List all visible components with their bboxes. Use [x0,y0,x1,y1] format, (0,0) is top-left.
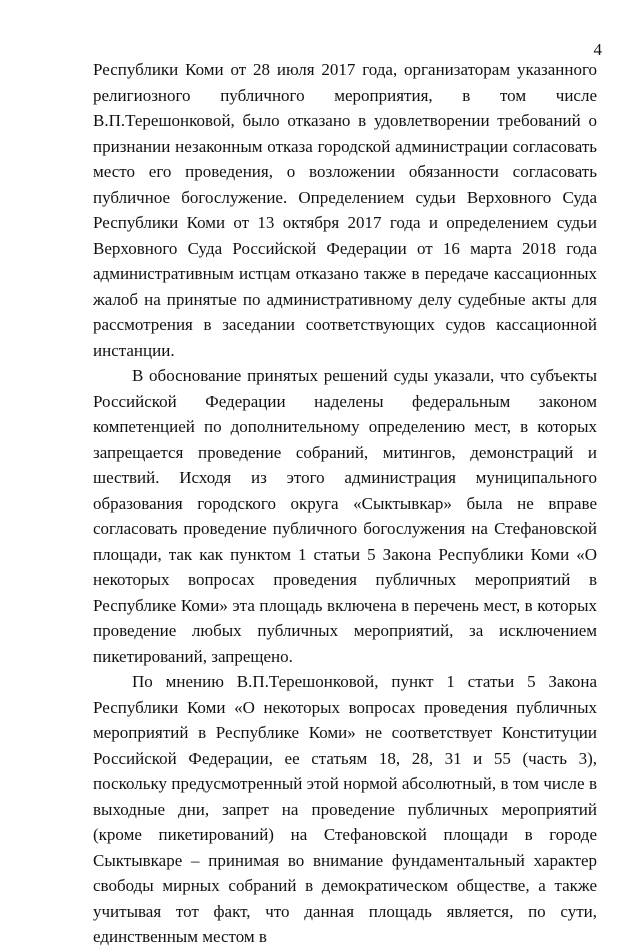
paragraph-applicant-opinion: По мнению В.П.Терешонковой, пункт 1 статьи 5 Закона Республики Коми «О некоторых вопросах проведения публичных мероприятий в Республике Коми» не соответствует Конституции Российской Федерации, ее статьям 18, 28, 31 и 55 (часть 3), поскольку предусмотренный этой нормой абсолютный, в том числе в выходные дни, запрет на проведение публичных мероприятий (кроме пикетирований) на Стефановской площади в городе Сыктывкаре – принимая во внимание фундаментальный характер свободы мирных собраний в демократическом обществе, а также учитывая тот факт, что данная площадь является, по сути, единственным местом в [93,672,597,946]
document-body [93,57,597,950]
page-number: 4 [593,40,602,59]
paragraph-court-reasoning: В обоснование принятых решений суды указали, что субъекты Российской Федерации наделены федеральным законом компетенцией по дополнительному определению мест, в которых запрещается проведение собраний, митингов, демонстраций и шествий. Исходя из этого администрация муниципального образования городского округа «Сыктывкар» была не вправе согласовать проведение публичного богослужения на Стефановской площади, так как пунктом 1 статьи 5 Закона Республики Коми «О некоторых вопросах проведения публичных мероприятий в Республике Коми» эта площадь включена в перечень мест, в которых проведение любых публичных мероприятий, за исключением пикетирований, запрещено. [93,366,597,666]
paragraph-continuation: Республики Коми от 28 июля 2017 года, организаторам указанного религиозного публичного мероприятия, в том числе В.П.Терешонковой, было отказано в удовлетворении требований о признании незаконным отказа городской администрации согласовать место его проведения, о возложении обязанности согласовать публичное богослужение. Определением судьи Верховного Суда Республики Коми от 13 октября 2017 года и определением судьи Верховного Суда Российской Федерации от 16 марта 2018 года административным истцам отказано также в передаче кассационных жалоб на принятые по административному делу судебные акты для рассмотрения в заседании соответствующих судов кассационной инстанции. [93,60,597,360]
